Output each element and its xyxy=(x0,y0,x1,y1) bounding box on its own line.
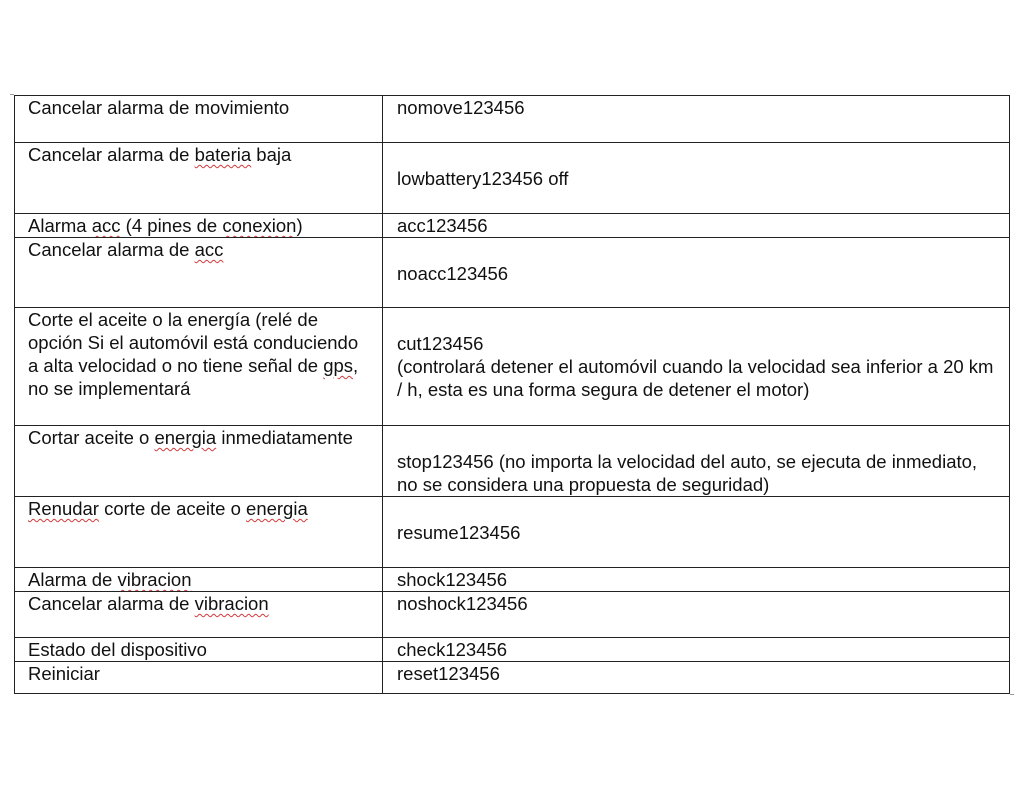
spellcheck-word: gps xyxy=(323,355,354,376)
action-text: (4 pines de xyxy=(120,215,223,236)
command-text: noshock123456 xyxy=(397,593,528,614)
action-cell xyxy=(15,592,383,638)
command-text: noacc123456 xyxy=(397,263,509,284)
action-text: Cortar aceite o xyxy=(28,427,155,448)
action-text: baja xyxy=(251,144,292,165)
action-text: corte de aceite o xyxy=(98,498,247,519)
page-corner-mark xyxy=(1010,694,1014,695)
sms-command-table xyxy=(14,95,1010,694)
table-row xyxy=(15,662,1010,694)
command-cell xyxy=(383,308,1010,426)
action-cell xyxy=(15,426,383,497)
action-text: Reiniciar xyxy=(28,663,100,684)
table-row xyxy=(15,426,1010,497)
action-text: Cancelar alarma de xyxy=(28,239,195,260)
action-text: Cancelar alarma de movimiento xyxy=(28,97,290,118)
spellcheck-word: energia xyxy=(154,427,217,448)
spellcheck-word: vibracion xyxy=(194,593,269,614)
action-cell xyxy=(15,638,383,662)
spellcheck-word: conexion xyxy=(222,215,297,236)
command-text: shock123456 xyxy=(397,569,508,590)
table-row xyxy=(15,238,1010,308)
command-cell xyxy=(383,143,1010,214)
action-cell xyxy=(15,238,383,308)
command-cell xyxy=(383,426,1010,497)
spellcheck-word: acc xyxy=(194,239,224,260)
spellcheck-word: vibracion xyxy=(117,569,192,590)
action-text: Alarma de xyxy=(28,569,118,590)
action-cell xyxy=(15,214,383,238)
table-row xyxy=(15,308,1010,426)
table-row xyxy=(15,143,1010,214)
command-text: cut123456 xyxy=(397,333,484,354)
command-cell xyxy=(383,238,1010,308)
command-text: reset123456 xyxy=(397,663,500,684)
action-text: , no se implementará xyxy=(28,355,359,399)
spellcheck-word: energia xyxy=(246,498,308,519)
action-text: ) xyxy=(296,215,303,236)
action-cell xyxy=(15,662,383,694)
action-cell xyxy=(15,96,383,143)
action-cell xyxy=(15,568,383,592)
spellcheck-word: bateria xyxy=(194,144,252,165)
table-row xyxy=(15,568,1010,592)
table-row xyxy=(15,592,1010,638)
command-cell xyxy=(383,638,1010,662)
command-cell xyxy=(383,497,1010,568)
action-text: inmediatamente xyxy=(216,427,353,448)
action-text: Cancelar alarma de xyxy=(28,593,195,614)
spellcheck-word: Renudar xyxy=(28,498,99,519)
spellcheck-word: acc xyxy=(91,215,121,236)
command-text: lowbattery123456 off xyxy=(397,168,569,189)
table-row xyxy=(15,497,1010,568)
command-text: resume123456 xyxy=(397,522,521,543)
command-text: stop123456 (no importa la velocidad del auto, se ejecuta de inmediato, no se considera una propuesta de seguridad) xyxy=(397,451,978,495)
table-row xyxy=(15,638,1010,662)
table-row xyxy=(15,96,1010,143)
table-row xyxy=(15,214,1010,238)
command-cell xyxy=(383,662,1010,694)
action-text: Estado del dispositivo xyxy=(28,639,207,660)
action-text: Alarma xyxy=(28,215,92,236)
command-text: nomove123456 xyxy=(397,97,525,118)
command-text: acc123456 xyxy=(397,215,488,236)
action-text: Cancelar alarma de xyxy=(28,144,195,165)
command-note: (controlará detener el automóvil cuando la velocidad sea inferior a 20 km / h, esta es una forma segura de detener el motor) xyxy=(397,356,994,400)
command-cell xyxy=(383,214,1010,238)
action-cell xyxy=(15,143,383,214)
command-cell xyxy=(383,592,1010,638)
command-cell xyxy=(383,568,1010,592)
action-cell xyxy=(15,308,383,426)
command-text: check123456 xyxy=(397,639,508,660)
command-cell xyxy=(383,96,1010,143)
action-text: Corte el aceite o la energía (relé de opción Si el automóvil está conduciendo a alta velocidad o no tiene señal de xyxy=(28,309,359,376)
action-cell xyxy=(15,497,383,568)
